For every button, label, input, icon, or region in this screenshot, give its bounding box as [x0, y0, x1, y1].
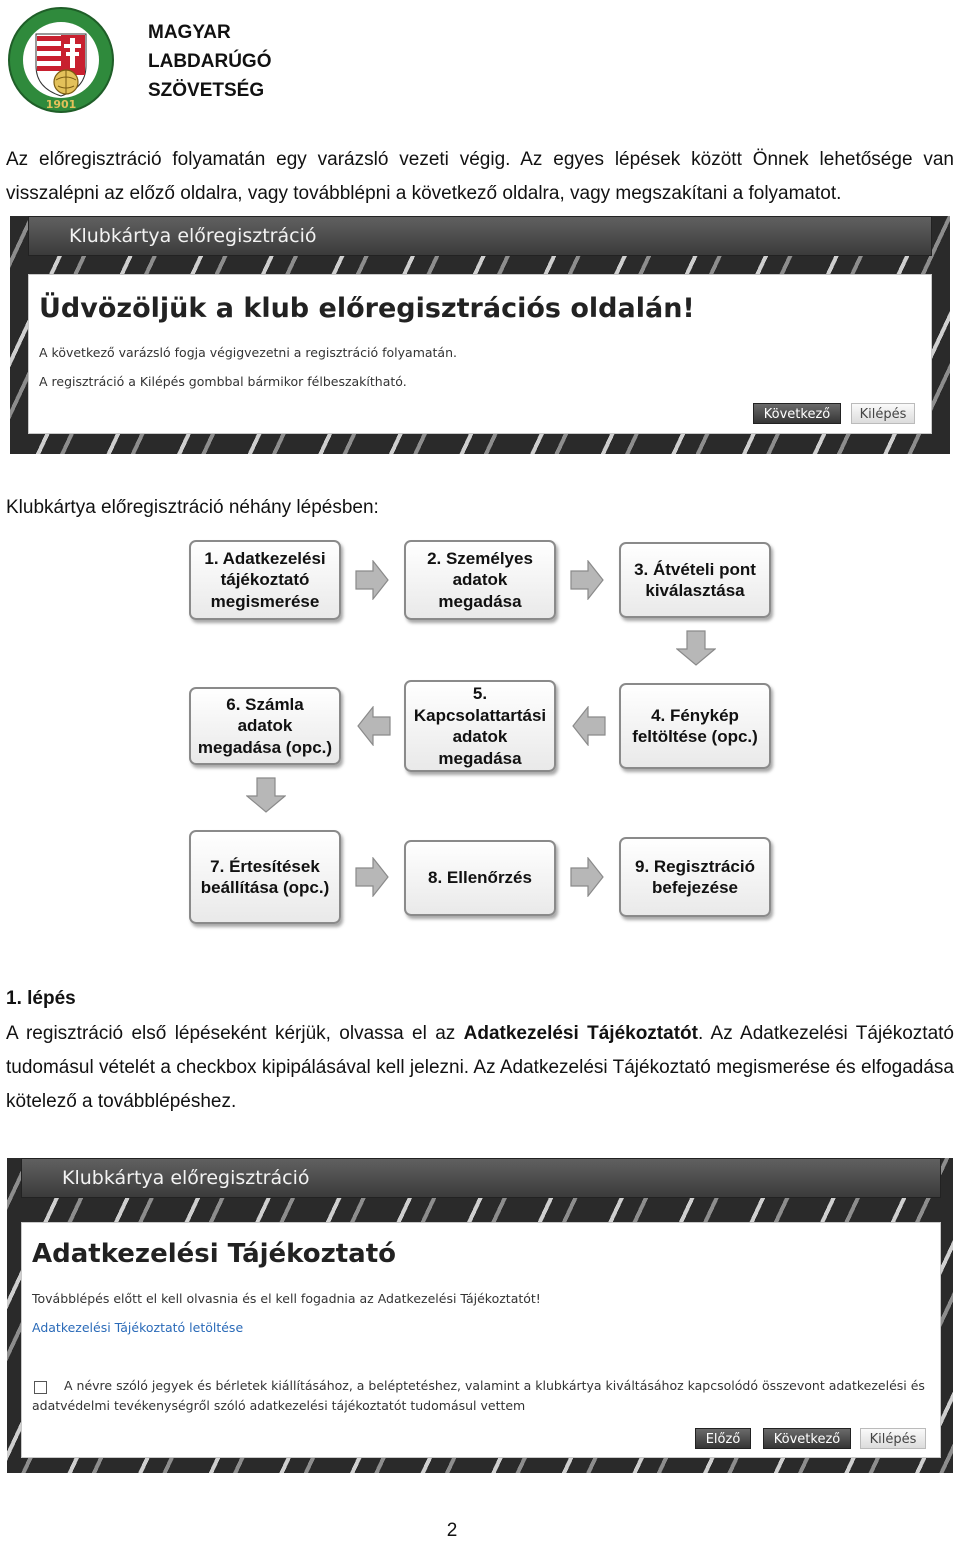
welcome-panel — [28, 274, 932, 434]
steps-intro: Klubkártya előregisztráció néhány lépésben: — [6, 497, 379, 518]
arrow-down-icon — [676, 630, 716, 668]
step-4-box: 4. Fénykép feltöltése (opc.) — [619, 683, 771, 769]
step-6-box: 6. Számla adatok megadása (opc.) — [189, 687, 341, 765]
org-name-line3: SZÖVETSÉG — [148, 80, 265, 101]
next-button[interactable]: Következő — [753, 403, 841, 424]
step1-heading: 1. lépés — [6, 988, 76, 1009]
step1-paragraph — [6, 1017, 954, 1119]
step-9-box: 9. Regisztráció befejezése — [619, 837, 771, 917]
step-5-box: 5. Kapcsolattartási adatok megadása — [404, 680, 556, 772]
step-1-box: 1. Adatkezelési tájékoztató megismerése — [189, 540, 341, 620]
step1-text-bold: Adatkezelési Tájékoztatót — [463, 1023, 698, 1044]
wizard-welcome-screenshot — [10, 216, 950, 454]
step1-text-after: . Az Adatkezelési Tájékoztató tudomásul vételét a checkbox kipipálásával kell jelezni. Az Adatkezelési Tájékoztató megismerése és elfogadása kötelező a továbblépéshez. — [6, 1023, 955, 1112]
wizard-privacy-screenshot — [7, 1158, 953, 1473]
arrow-right-icon — [355, 857, 389, 897]
page-number: 2 — [446, 1520, 458, 1541]
arrow-down-icon — [246, 777, 286, 815]
privacy-accept-checkbox[interactable] — [34, 1381, 47, 1394]
step-3-box: 3. Átvételi pont kiválasztása — [619, 542, 771, 618]
arrow-right-icon — [570, 560, 604, 600]
privacy-notice: Továbblépés előtt el kell olvasnia és el kell fogadnia az Adatkezelési Tájékoztatót! — [32, 1291, 541, 1306]
checkbox-label-line-1: A névre szóló jegyek és bérletek kiállításához, a beléptetéshez, valamint a klubkártya kiváltásához kapcsolódó összevont adatkezelési és — [64, 1378, 925, 1393]
arrow-left-icon — [572, 706, 606, 746]
welcome-line-1: A következő varázsló fogja végigvezetni a regisztráció folyamatán. — [39, 345, 457, 360]
exit-button[interactable]: Kilépés — [851, 403, 915, 424]
checkbox-label-line-2: adatvédelmi tevékenységről szóló adatkezelési tájékoztatót tudomásul vettem — [32, 1398, 526, 1413]
org-name-line1: MAGYAR — [148, 22, 231, 43]
privacy-heading: Adatkezelési Tájékoztató — [32, 1239, 397, 1269]
arrow-right-icon — [570, 857, 604, 897]
wizard-title: Klubkártya előregisztráció — [62, 1167, 310, 1189]
org-name-line2: LABDARÚGÓ — [148, 51, 272, 72]
step1-text-before: A regisztráció első lépéseként kérjük, olvassa el az — [6, 1023, 464, 1044]
arrow-right-icon — [355, 560, 389, 600]
wizard-titlebar — [21, 1158, 941, 1198]
exit-button[interactable]: Kilépés — [860, 1428, 926, 1449]
wizard-title: Klubkártya előregisztráció — [69, 225, 317, 247]
intro-paragraph: Az előregisztráció folyamatán egy varázsló vezeti végig. Az egyes lépések között Önnek lehetősége van visszalépni az előző oldalra, vagy továbblépni a következő oldalra, vagy megszakítani a folyamatot. — [6, 149, 954, 204]
welcome-heading: Üdvözöljük a klub előregisztrációs oldalán! — [39, 293, 695, 324]
logo-year: 1901 — [45, 98, 77, 111]
welcome-line-2: A regisztráció a Kilépés gombbal bármikor félbeszakítható. — [39, 374, 407, 389]
step-2-box: 2. Személyes adatok megadása — [404, 540, 556, 620]
step-8-box: 8. Ellenőrzés — [404, 840, 556, 916]
mlsz-logo — [6, 6, 116, 114]
next-button[interactable]: Következő — [763, 1428, 851, 1449]
org-name — [148, 18, 272, 105]
arrow-left-icon — [357, 706, 391, 746]
privacy-panel — [21, 1222, 941, 1458]
wizard-titlebar — [28, 216, 932, 256]
privacy-download-link[interactable]: Adatkezelési Tájékoztató letöltése — [32, 1320, 244, 1335]
previous-button[interactable]: Előző — [695, 1428, 751, 1449]
step-7-box: 7. Értesítések beállítása (opc.) — [189, 830, 341, 924]
